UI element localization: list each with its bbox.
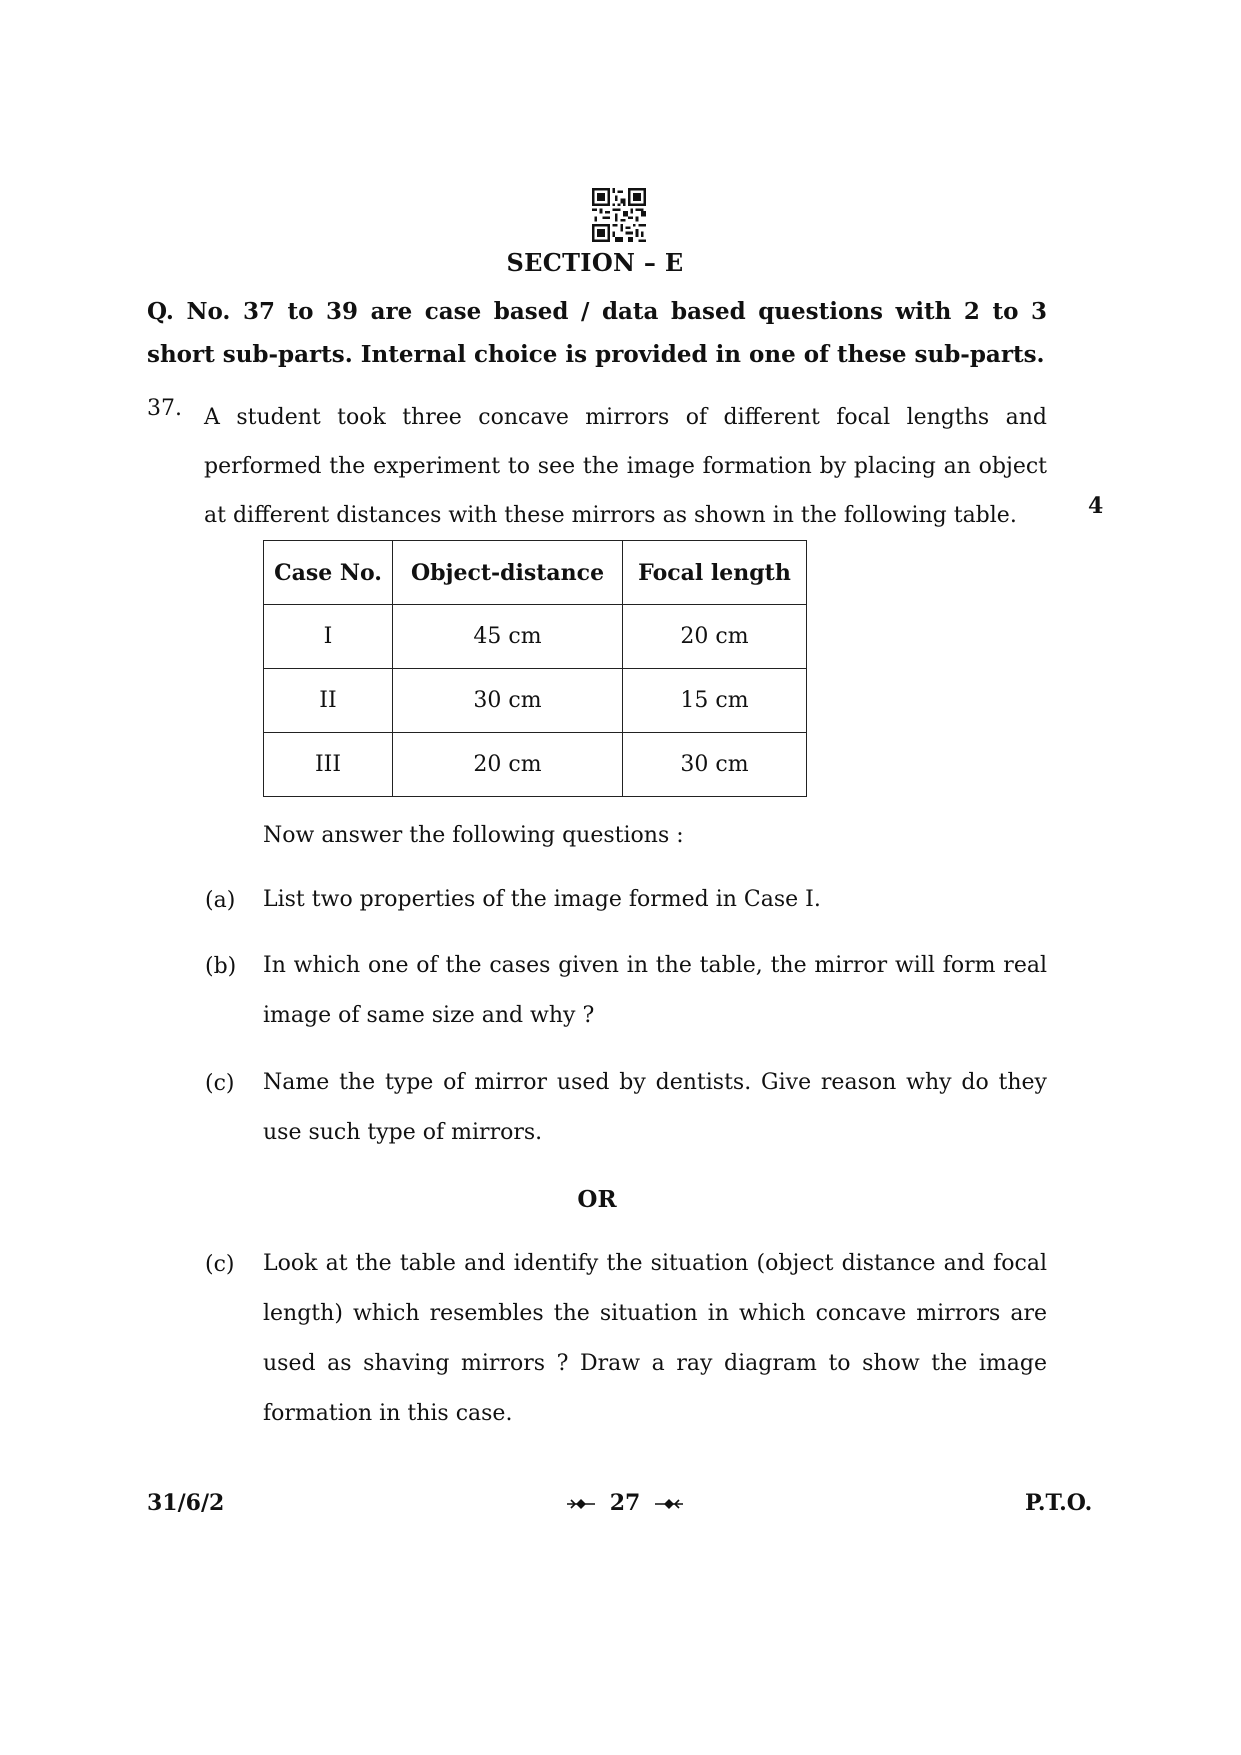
- column-header-case-no: Case No.: [264, 541, 393, 605]
- ornament-icon: [654, 1497, 684, 1511]
- subpart-text: List two properties of the image formed in Case I.: [263, 887, 821, 912]
- table-cell-focal-length: 15 cm: [623, 669, 807, 733]
- table-cell-case-no: I: [264, 605, 393, 669]
- section-instructions: Q. No. 37 to 39 are case based / data based questions with 2 to 3 short sub-parts. Internal choice is provided in one of these sub-parts.: [147, 298, 1047, 368]
- table-cell-object-distance: 30 cm: [393, 669, 623, 733]
- table-row: [264, 669, 807, 733]
- table-cell-object-distance: 20 cm: [393, 733, 623, 797]
- paper-code: 31/6/2: [147, 1490, 225, 1516]
- column-header-focal-length: Focal length: [623, 541, 807, 605]
- pto-label: P.T.O.: [1025, 1490, 1093, 1516]
- table-header-row: [264, 541, 807, 605]
- subpart-text: In which one of the cases given in the table, the mirror will form real image of same size and why ?: [263, 953, 1047, 1028]
- question-marks: 4: [1088, 493, 1104, 519]
- table-cell-case-no: II: [264, 669, 393, 733]
- answer-prompt: Now answer the following questions :: [263, 823, 684, 848]
- column-header-object-distance: Object-distance: [393, 541, 623, 605]
- table-cell-object-distance: 45 cm: [393, 605, 623, 669]
- data-table: [263, 540, 807, 797]
- subpart-label: (a): [205, 888, 236, 913]
- section-title: SECTION – E: [506, 248, 684, 277]
- or-divider: OR: [577, 1186, 617, 1213]
- question-number: 37.: [147, 396, 182, 421]
- ornament-icon: [566, 1497, 596, 1511]
- page-number: 27: [609, 1490, 641, 1516]
- table-cell-focal-length: 30 cm: [623, 733, 807, 797]
- subpart-text: Name the type of mirror used by dentists. Give reason why do they use such type of mirrors.: [263, 1070, 1047, 1145]
- table-row: [264, 733, 807, 797]
- qr-code-icon: [592, 188, 646, 242]
- table-cell-case-no: III: [264, 733, 393, 797]
- subpart-label: (c): [205, 1252, 235, 1277]
- table-cell-focal-length: 20 cm: [623, 605, 807, 669]
- table-row: [264, 605, 807, 669]
- subpart-label: (c): [205, 1071, 235, 1096]
- question-text: A student took three concave mirrors of different focal lengths and performed the experiment to see the image formation by placing an object at different distances with these mirrors as shown in the following table.: [204, 405, 1047, 528]
- subpart-text: Look at the table and identify the situation (object distance and focal length) which resembles the situation in which concave mirrors are used as shaving mirrors ? Draw a ray diagram to show the image formation in this case.: [263, 1251, 1047, 1426]
- subpart-label: (b): [205, 954, 237, 979]
